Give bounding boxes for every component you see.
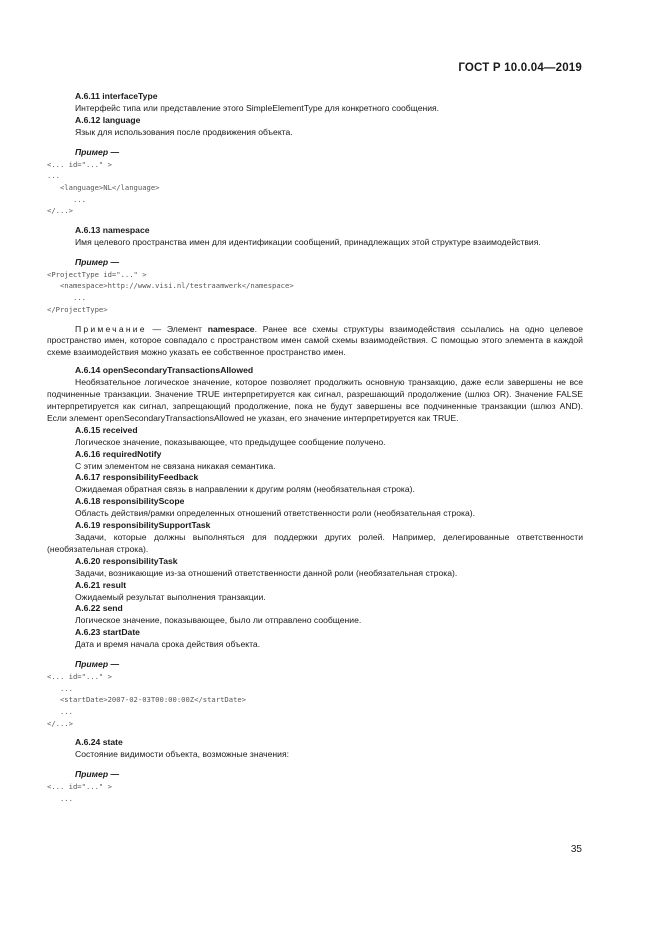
note-keyword: namespace — [207, 323, 255, 334]
code-line: <ProjectType id="..." > — [47, 269, 147, 279]
section-text: Язык для использования после продвижения объекта. — [75, 126, 293, 137]
code-line: <... id="..." > — [47, 782, 112, 792]
section-text: Необязательное логическое значение, которое позволяет продолжить основную транзакцию, даже если завершены не все подчиненные транзакции. Значение TRUE интерпретируется как сигнал, разрешающий продолжение (шлюз OR). Значение FALSE интерпретируется как сигнал, запрещающий продолжение, пока не будут завершены все подчиненные транзакции (шлюз AND). Если элемент openSecondaryTransactionsAllowed не указан, его значение интерпретируется как TRUE. — [47, 377, 583, 423]
section-heading: A.6.21 result — [75, 579, 127, 590]
section-text: Логическое значение, показывающее, что предыдущее сообщение получено. — [75, 436, 386, 447]
example-label: Пример — — [75, 146, 120, 157]
section-text: Интерфейс типа или представление этого SimpleElementType для конкретного сообщения. — [75, 102, 440, 113]
example-label: Пример — — [75, 769, 120, 780]
note-text-before: — Элемент — [146, 323, 208, 334]
code-line: <... id="..." > — [47, 159, 112, 169]
section-heading: A.6.17 responsibilityFeedback — [75, 472, 199, 483]
code-line: ... — [47, 194, 86, 204]
code-line: <startDate>2007-02-03T00:00:00Z</startDate> — [47, 695, 247, 705]
section-heading: A.6.11 interfaceType — [75, 91, 158, 101]
code-line: <... id="..." > — [47, 671, 112, 681]
section-text: С этим элементом не связана никакая семантика. — [75, 460, 276, 471]
section-text: Логическое значение, показывающее, было ли отправлено сообщение. — [75, 615, 362, 626]
code-line: ... — [47, 683, 73, 693]
example-label: Пример — — [75, 256, 120, 267]
note-text-after: . Ранее все схемы структуры взаимодействия ссылались на одно целевое пространство имен, которое совпадало с пространством имен самой схемы взаимодействия. С помощью этого элемента в каждой схеме взаимодействия можно указать ее собственное пространство имен. — [47, 323, 583, 358]
section-heading: A.6.14 openSecondaryTransactionsAllowed — [75, 365, 254, 376]
section-heading: A.6.24 state — [75, 737, 123, 748]
page-content — [47, 91, 583, 805]
section-heading: A.6.15 received — [75, 424, 138, 435]
code-line: </...> — [47, 206, 73, 216]
section-text: Имя целевого пространства имен для идентификации сообщений, принадлежащих этой структуре взаимодействия. — [75, 236, 541, 247]
section-heading: A.6.18 responsibilityScope — [75, 496, 185, 507]
note-paragraph — [47, 324, 583, 360]
section-heading: A.6.16 requiredNotify — [75, 448, 162, 459]
section-text: Задачи, которые должны выполняться для поддержки других ролей. Например, делегированные ответственности (необязательная строка). — [47, 531, 583, 554]
section-heading: A.6.13 namespace — [75, 225, 150, 236]
note-label: Примечание — [75, 323, 147, 334]
section-text: Дата и время начала срока действия объекта. — [75, 639, 261, 650]
section-text: Ожидаемая обратная связь в направлении к другим ролям (необязательная строка). — [75, 484, 415, 495]
section-text: Область действия/рамки определенных отношений ответственности роли (необязательная строка). — [75, 508, 475, 519]
code-line: </...> — [47, 718, 73, 728]
example-label: Пример — — [75, 659, 120, 670]
code-line: </ProjectType> — [47, 304, 108, 314]
section-text: Задачи, возникающие из-за отношений ответственности данной роли (необязательная строка). — [75, 567, 458, 578]
section-text: Ожидаемый результат выполнения транзакции. — [75, 591, 266, 602]
section-heading: A.6.20 responsibilityTask — [75, 555, 178, 566]
code-line: ... — [47, 793, 73, 803]
section-heading: A.6.23 startDate — [75, 627, 140, 638]
section-heading: A.6.22 send — [75, 603, 123, 614]
code-line: ... — [47, 707, 73, 717]
section-text: Состояние видимости объекта, возможные значения: — [75, 749, 290, 760]
code-line: ... — [47, 171, 60, 181]
document-header: ГОСТ Р 10.0.04—2019 — [458, 62, 582, 74]
code-line: ... — [47, 293, 86, 303]
code-line: <language>NL</language> — [47, 182, 160, 192]
section-heading: A.6.19 responsibilitySupportTask — [75, 520, 211, 531]
code-line: <namespace>http://www.visi.nl/testraamwerk</namespace> — [47, 281, 294, 291]
section-heading: A.6.12 language — [75, 114, 141, 125]
page-number: 35 — [570, 844, 582, 855]
